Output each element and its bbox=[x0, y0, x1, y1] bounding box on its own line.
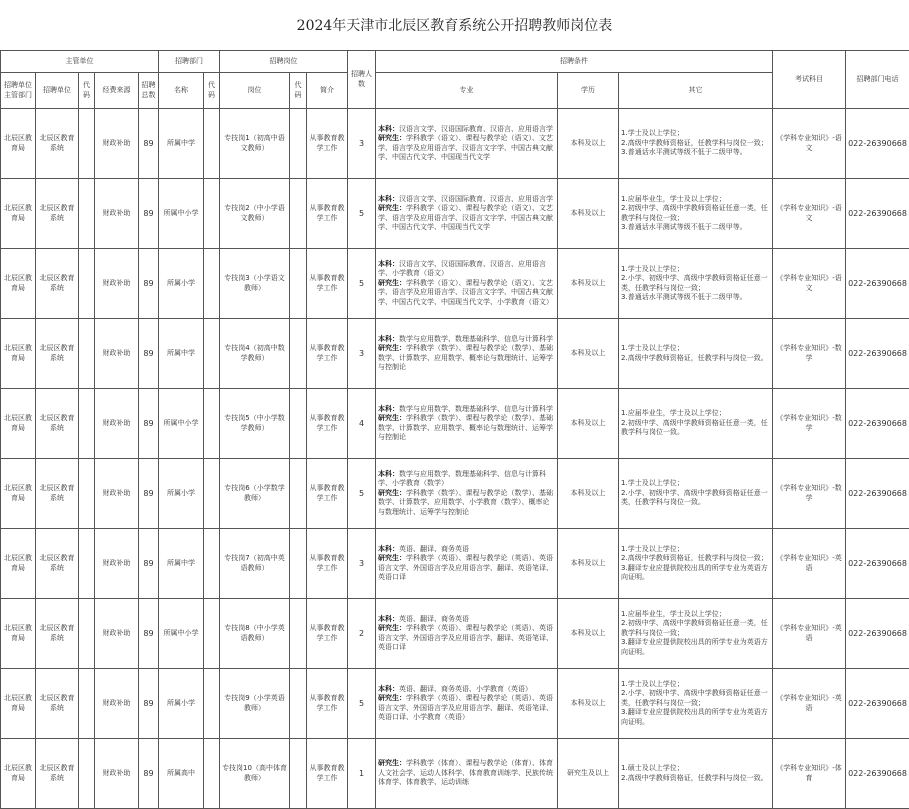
funding-cell: 财政补助 bbox=[95, 179, 139, 249]
other-requirements-cell bbox=[619, 669, 773, 739]
education-cell: 本科及以上 bbox=[558, 319, 619, 389]
major-cell bbox=[376, 389, 558, 459]
column-header: 其它 bbox=[619, 73, 773, 109]
major-level-label: 研究生： bbox=[378, 489, 406, 497]
major-level-label: 研究生： bbox=[378, 759, 406, 767]
funding-cell: 财政补助 bbox=[95, 249, 139, 319]
header-exam: 考试科目 bbox=[773, 51, 846, 109]
major-cell bbox=[376, 459, 558, 529]
table-row bbox=[1, 459, 909, 529]
count-cell: 5 bbox=[348, 249, 376, 319]
dept-code-cell bbox=[204, 389, 220, 459]
count-cell: 5 bbox=[348, 459, 376, 529]
dept-code-cell bbox=[204, 179, 220, 249]
major-list: 数学与应用数学、数理基础科学、信息与计算科学 bbox=[399, 405, 553, 413]
major-list: 学科教学（语文）、课程与教学论（语文）、文艺学、语言学及应用语言学、汉语言文字学、中国古典文献学、中国古代文学、中国现当代文学 bbox=[378, 204, 553, 231]
requirement-item: 2.高级中学教师资格证，任教学科与岗位一致； bbox=[621, 139, 770, 149]
count-cell: 4 bbox=[348, 389, 376, 459]
post-cell: 专技岗5（中小学数学教师） bbox=[220, 389, 290, 459]
dept-cell: 所属小学 bbox=[159, 459, 204, 529]
column-header: 招聘单位 bbox=[36, 73, 79, 109]
table-row bbox=[1, 389, 909, 459]
table-row bbox=[1, 249, 909, 319]
phone-cell: 022-26390668 bbox=[846, 389, 909, 459]
unit-code-cell bbox=[79, 529, 95, 599]
major-cell bbox=[376, 739, 558, 809]
dept-code-cell bbox=[204, 249, 220, 319]
count-cell: 3 bbox=[348, 109, 376, 179]
authority-cell: 北辰区教育局 bbox=[1, 669, 36, 739]
dept-code-cell bbox=[204, 319, 220, 389]
column-header: 招聘单位主管部门 bbox=[1, 73, 36, 109]
funding-cell: 财政补助 bbox=[95, 109, 139, 179]
major-list: 汉语言文学、汉语国际教育、汉语言、应用语言学 bbox=[399, 125, 553, 133]
exam-cell: 《学科专业知识》-语文 bbox=[773, 179, 846, 249]
column-header: 代码 bbox=[79, 73, 95, 109]
major-level-label: 研究生： bbox=[378, 694, 406, 702]
requirement-item: 1.学士及以上学位； bbox=[621, 265, 770, 275]
major-level-label: 研究生： bbox=[378, 414, 406, 422]
requirement-item: 1.学士及以上学位； bbox=[621, 129, 770, 139]
major-level-label: 本科： bbox=[378, 335, 399, 343]
phone-cell: 022-26390668 bbox=[846, 109, 909, 179]
column-header: 代码 bbox=[204, 73, 220, 109]
exam-cell: 《学科专业知识》-英语 bbox=[773, 529, 846, 599]
dept-cell: 所属高中 bbox=[159, 739, 204, 809]
major-level-label: 本科： bbox=[378, 195, 399, 203]
funding-cell: 财政补助 bbox=[95, 389, 139, 459]
funding-cell: 财政补助 bbox=[95, 669, 139, 739]
other-requirements-cell bbox=[619, 389, 773, 459]
unit-code-cell bbox=[79, 459, 95, 529]
unit-cell: 北辰区教育系统 bbox=[36, 739, 79, 809]
major-list: 数学与应用数学、数理基础科学、信息与计算科学 bbox=[399, 335, 553, 343]
major-level-label: 研究生： bbox=[378, 204, 406, 212]
post-cell: 专技岗4（初高中数学教师） bbox=[220, 319, 290, 389]
dept-code-cell bbox=[204, 109, 220, 179]
authority-cell: 北辰区教育局 bbox=[1, 599, 36, 669]
requirement-item: 2.初级中学、高级中学教师资格证任意一类，任教学科与岗位一致； bbox=[621, 204, 770, 223]
post-cell: 专技岗7（初高中英语教师） bbox=[220, 529, 290, 599]
major-level-label: 研究生： bbox=[378, 279, 406, 287]
unit-cell: 北辰区教育系统 bbox=[36, 249, 79, 319]
major-list: 英语、翻译、商务英语 bbox=[399, 615, 469, 623]
major-list: 汉语言文学、汉语国际教育、汉语言、应用语言学、小学教育（语文） bbox=[378, 260, 546, 278]
requirement-item: 3.普通话水平测试等级不低于二级甲等。 bbox=[621, 223, 770, 233]
authority-cell: 北辰区教育局 bbox=[1, 179, 36, 249]
unit-cell: 北辰区教育系统 bbox=[36, 179, 79, 249]
total-cell: 89 bbox=[139, 739, 159, 809]
post-cell: 专技岗3（小学语文教师） bbox=[220, 249, 290, 319]
header-group-conditions: 招聘条件 bbox=[376, 51, 773, 73]
education-cell: 本科及以上 bbox=[558, 669, 619, 739]
requirement-item: 1.应届毕业生，学士及以上学位； bbox=[621, 195, 770, 205]
intro-cell: 从事教育教学工作 bbox=[307, 739, 348, 809]
education-cell: 本科及以上 bbox=[558, 179, 619, 249]
post-code-cell bbox=[290, 459, 307, 529]
unit-code-cell bbox=[79, 109, 95, 179]
authority-cell: 北辰区教育局 bbox=[1, 249, 36, 319]
requirement-item: 1.学士及以上学位； bbox=[621, 479, 770, 489]
dept-code-cell bbox=[204, 739, 220, 809]
intro-cell: 从事教育教学工作 bbox=[307, 319, 348, 389]
count-cell: 5 bbox=[348, 669, 376, 739]
requirement-item: 3.普通话水平测试等级不低于二级甲等。 bbox=[621, 293, 770, 303]
education-cell: 本科及以上 bbox=[558, 389, 619, 459]
major-list: 学科教学（数学）、课程与教学论（数学）、基础数学、计算数学、应用数学、概率论与数理统计、运筹学与控制论 bbox=[378, 414, 553, 441]
post-cell: 专技岗8（中小学英语教师） bbox=[220, 599, 290, 669]
exam-cell: 《学科专业知识》-体育 bbox=[773, 739, 846, 809]
requirement-item: 1.应届毕业生，学士及以上学位； bbox=[621, 610, 770, 620]
requirement-item: 1.应届毕业生，学士及以上学位； bbox=[621, 409, 770, 419]
intro-cell: 从事教育教学工作 bbox=[307, 529, 348, 599]
page-title: 2024年天津市北辰区教育系统公开招聘教师岗位表 bbox=[0, 0, 909, 50]
major-list: 学科教学（英语）、课程与教学论（英语）、英语语言文学、外国语言学及应用语言学、翻译、英语笔译、英语口译 bbox=[378, 554, 553, 581]
major-cell bbox=[376, 529, 558, 599]
exam-cell: 《学科专业知识》-英语 bbox=[773, 669, 846, 739]
total-cell: 89 bbox=[139, 599, 159, 669]
intro-cell: 从事教育教学工作 bbox=[307, 459, 348, 529]
unit-cell: 北辰区教育系统 bbox=[36, 599, 79, 669]
unit-cell: 北辰区教育系统 bbox=[36, 389, 79, 459]
total-cell: 89 bbox=[139, 529, 159, 599]
dept-cell: 所属中小学 bbox=[159, 389, 204, 459]
dept-cell: 所属中小学 bbox=[159, 599, 204, 669]
requirement-item: 2.小学、初级中学、高级中学教师资格证任意一类，任教学科与岗位一致； bbox=[621, 274, 770, 293]
total-cell: 89 bbox=[139, 389, 159, 459]
major-level-label: 研究生： bbox=[378, 554, 406, 562]
dept-cell: 所属小学 bbox=[159, 669, 204, 739]
post-code-cell bbox=[290, 669, 307, 739]
total-cell: 89 bbox=[139, 319, 159, 389]
column-header: 经费来源 bbox=[95, 73, 139, 109]
table-row bbox=[1, 179, 909, 249]
count-cell: 5 bbox=[348, 179, 376, 249]
requirement-item: 3.翻译专业应提供院校出具的所学专业为英语方向证明。 bbox=[621, 708, 770, 727]
post-code-cell bbox=[290, 319, 307, 389]
count-cell: 1 bbox=[348, 739, 376, 809]
column-header: 简介 bbox=[307, 73, 348, 109]
other-requirements-cell bbox=[619, 529, 773, 599]
other-requirements-cell bbox=[619, 739, 773, 809]
dept-cell: 所属中学 bbox=[159, 319, 204, 389]
requirement-item: 2.高级中学教师资格证，任教学科与岗位一致； bbox=[621, 554, 770, 564]
intro-cell: 从事教育教学工作 bbox=[307, 179, 348, 249]
table-row bbox=[1, 739, 909, 809]
post-code-cell bbox=[290, 179, 307, 249]
unit-code-cell bbox=[79, 739, 95, 809]
header-group-post: 招聘岗位 bbox=[220, 51, 348, 73]
exam-cell: 《学科专业知识》-数学 bbox=[773, 389, 846, 459]
column-header: 岗位 bbox=[220, 73, 290, 109]
total-cell: 89 bbox=[139, 179, 159, 249]
header-phone: 招聘部门电话 bbox=[846, 51, 909, 109]
count-cell: 3 bbox=[348, 319, 376, 389]
phone-cell: 022-26390668 bbox=[846, 669, 909, 739]
funding-cell: 财政补助 bbox=[95, 459, 139, 529]
intro-cell: 从事教育教学工作 bbox=[307, 389, 348, 459]
phone-cell: 022-26390668 bbox=[846, 599, 909, 669]
major-list: 学科教学（数学）、课程与教学论（数学）、基础数学、计算数学、应用数学、小学教育（数学）、概率论与数理统计、运筹学与控制论 bbox=[378, 489, 553, 516]
major-list: 学科教学（英语）、课程与教学论（英语）、英语语言文学、外国语言学及应用语言学、翻译、英语笔译、英语口译、小学教育（英语） bbox=[378, 694, 553, 721]
major-list: 学科教学（英语）、课程与教学论（英语）、英语语言文学、外国语言学及应用语言学、翻译、英语笔译、英语口译 bbox=[378, 624, 553, 651]
intro-cell: 从事教育教学工作 bbox=[307, 669, 348, 739]
requirement-item: 2.初级中学、高级中学教师资格证任意一类，任教学科与岗位一致； bbox=[621, 619, 770, 638]
major-level-label: 本科： bbox=[378, 125, 399, 133]
requirement-item: 1.学士及以上学位； bbox=[621, 344, 770, 354]
dept-code-cell bbox=[204, 599, 220, 669]
requirement-item: 2.小学、初级中学、高级中学教师资格证任意一类，任教学科与岗位一致。 bbox=[621, 489, 770, 508]
total-cell: 89 bbox=[139, 109, 159, 179]
requirement-item: 3.普通话水平测试等级不低于二级甲等。 bbox=[621, 148, 770, 158]
major-list: 数学与应用数学、数理基础科学、信息与计算科学、小学教育（数学） bbox=[378, 470, 546, 488]
education-cell: 本科及以上 bbox=[558, 459, 619, 529]
unit-code-cell bbox=[79, 389, 95, 459]
post-cell: 专技岗10（高中体育教师） bbox=[220, 739, 290, 809]
other-requirements-cell bbox=[619, 459, 773, 529]
major-cell bbox=[376, 599, 558, 669]
unit-code-cell bbox=[79, 319, 95, 389]
unit-cell: 北辰区教育系统 bbox=[36, 529, 79, 599]
major-level-label: 研究生： bbox=[378, 134, 406, 142]
requirement-item: 2.高级中学教师资格证，任教学科与岗位一致。 bbox=[621, 774, 770, 784]
column-header: 专业 bbox=[376, 73, 558, 109]
unit-code-cell bbox=[79, 179, 95, 249]
unit-code-cell bbox=[79, 669, 95, 739]
funding-cell: 财政补助 bbox=[95, 529, 139, 599]
post-cell: 专技岗6（小学数学教师） bbox=[220, 459, 290, 529]
phone-cell: 022-26390668 bbox=[846, 319, 909, 389]
major-level-label: 本科： bbox=[378, 260, 399, 268]
education-cell: 本科及以上 bbox=[558, 529, 619, 599]
table-row bbox=[1, 529, 909, 599]
post-cell: 专技岗9（小学英语教师） bbox=[220, 669, 290, 739]
column-header: 学历 bbox=[558, 73, 619, 109]
other-requirements-cell bbox=[619, 599, 773, 669]
total-cell: 89 bbox=[139, 249, 159, 319]
authority-cell: 北辰区教育局 bbox=[1, 319, 36, 389]
column-header: 代码 bbox=[290, 73, 307, 109]
funding-cell: 财政补助 bbox=[95, 599, 139, 669]
unit-cell: 北辰区教育系统 bbox=[36, 669, 79, 739]
major-list: 汉语言文学、汉语国际教育、汉语言、应用语言学 bbox=[399, 195, 553, 203]
authority-cell: 北辰区教育局 bbox=[1, 389, 36, 459]
unit-cell: 北辰区教育系统 bbox=[36, 319, 79, 389]
dept-cell: 所属中学 bbox=[159, 529, 204, 599]
table-row bbox=[1, 599, 909, 669]
major-list: 学科教学（语文）、课程与教学论（语文）、文艺学、语言学及应用语言学、汉语言文字学、中国古典文献学、中国古代文学、中国现当代文学、小学教育（语文） bbox=[378, 279, 553, 306]
header-group-unit: 主管单位 bbox=[1, 51, 159, 73]
post-code-cell bbox=[290, 109, 307, 179]
dept-cell: 所属小学 bbox=[159, 249, 204, 319]
table-row bbox=[1, 669, 909, 739]
funding-cell: 财政补助 bbox=[95, 319, 139, 389]
intro-cell: 从事教育教学工作 bbox=[307, 599, 348, 669]
count-cell: 2 bbox=[348, 599, 376, 669]
intro-cell: 从事教育教学工作 bbox=[307, 109, 348, 179]
major-list: 学科教学（数学）、课程与教学论（数学）、基础数学、计算数学、应用数学、概率论与数理统计、运筹学与控制论 bbox=[378, 344, 553, 371]
header-group-dept: 招聘部门 bbox=[159, 51, 220, 73]
dept-cell: 所属中小学 bbox=[159, 179, 204, 249]
column-header: 招聘总数 bbox=[139, 73, 159, 109]
post-code-cell bbox=[290, 249, 307, 319]
authority-cell: 北辰区教育局 bbox=[1, 459, 36, 529]
post-cell: 专技岗2（中小学语文教师） bbox=[220, 179, 290, 249]
phone-cell: 022-26390668 bbox=[846, 529, 909, 599]
authority-cell: 北辰区教育局 bbox=[1, 109, 36, 179]
major-level-label: 本科： bbox=[378, 545, 399, 553]
total-cell: 89 bbox=[139, 669, 159, 739]
authority-cell: 北辰区教育局 bbox=[1, 529, 36, 599]
total-cell: 89 bbox=[139, 459, 159, 529]
major-cell bbox=[376, 179, 558, 249]
other-requirements-cell bbox=[619, 109, 773, 179]
count-cell: 3 bbox=[348, 529, 376, 599]
requirement-item: 1.学士及以上学位； bbox=[621, 680, 770, 690]
major-cell bbox=[376, 669, 558, 739]
post-code-cell bbox=[290, 389, 307, 459]
phone-cell: 022-26390668 bbox=[846, 249, 909, 319]
exam-cell: 《学科专业知识》-语文 bbox=[773, 109, 846, 179]
other-requirements-cell bbox=[619, 179, 773, 249]
major-level-label: 本科： bbox=[378, 470, 399, 478]
requirement-item: 3.翻译专业应提供院校出具的所学专业为英语方向证明。 bbox=[621, 638, 770, 657]
exam-cell: 《学科专业知识》-数学 bbox=[773, 459, 846, 529]
column-header: 名称 bbox=[159, 73, 204, 109]
phone-cell: 022-26390668 bbox=[846, 179, 909, 249]
education-cell: 本科及以上 bbox=[558, 599, 619, 669]
post-code-cell bbox=[290, 739, 307, 809]
major-level-label: 本科： bbox=[378, 685, 399, 693]
recruitment-table bbox=[0, 50, 909, 809]
education-cell: 研究生及以上 bbox=[558, 739, 619, 809]
major-cell bbox=[376, 109, 558, 179]
education-cell: 本科及以上 bbox=[558, 109, 619, 179]
unit-cell: 北辰区教育系统 bbox=[36, 459, 79, 529]
post-cell: 专技岗1（初高中语文教师） bbox=[220, 109, 290, 179]
unit-code-cell bbox=[79, 599, 95, 669]
education-cell: 本科及以上 bbox=[558, 249, 619, 319]
exam-cell: 《学科专业知识》-英语 bbox=[773, 599, 846, 669]
other-requirements-cell bbox=[619, 249, 773, 319]
dept-code-cell bbox=[204, 459, 220, 529]
header-count: 招聘人数 bbox=[348, 51, 376, 109]
dept-code-cell bbox=[204, 669, 220, 739]
requirement-item: 2.高级中学教师资格证，任教学科与岗位一致。 bbox=[621, 354, 770, 364]
post-code-cell bbox=[290, 599, 307, 669]
unit-cell: 北辰区教育系统 bbox=[36, 109, 79, 179]
phone-cell: 022-26390668 bbox=[846, 459, 909, 529]
authority-cell: 北辰区教育局 bbox=[1, 739, 36, 809]
dept-cell: 所属中学 bbox=[159, 109, 204, 179]
exam-cell: 《学科专业知识》-语文 bbox=[773, 249, 846, 319]
intro-cell: 从事教育教学工作 bbox=[307, 249, 348, 319]
table-row bbox=[1, 109, 909, 179]
dept-code-cell bbox=[204, 529, 220, 599]
other-requirements-cell bbox=[619, 319, 773, 389]
major-cell bbox=[376, 319, 558, 389]
requirement-item: 1.学士及以上学位； bbox=[621, 545, 770, 555]
post-code-cell bbox=[290, 529, 307, 599]
major-list: 英语、翻译、商务英语 bbox=[399, 545, 469, 553]
funding-cell: 财政补助 bbox=[95, 739, 139, 809]
major-list: 学科教学（语文）、课程与教学论（语文）、文艺学、语言学及应用语言学、汉语言文字学、中国古典文献学、中国古代文学、中国现当代文学 bbox=[378, 134, 553, 161]
requirement-item: 2.初级中学、高级中学教师资格证任意一类，任教学科与岗位一致。 bbox=[621, 419, 770, 438]
requirement-item: 3.翻译专业应提供院校出具的所学专业为英语方向证明。 bbox=[621, 564, 770, 583]
requirement-item: 1.硕士及以上学位； bbox=[621, 764, 770, 774]
major-level-label: 本科： bbox=[378, 405, 399, 413]
major-level-label: 研究生： bbox=[378, 344, 406, 352]
phone-cell: 022-26390668 bbox=[846, 739, 909, 809]
major-list: 学科教学（体育）、课程与教学论（体育）、体育人文社会学、运动人体科学、体育教育训练学、民族传统体育学、体育教学、运动训练 bbox=[378, 759, 553, 786]
major-list: 英语、翻译、商务英语、小学教育（英语） bbox=[399, 685, 532, 693]
major-level-label: 本科： bbox=[378, 615, 399, 623]
major-level-label: 研究生： bbox=[378, 624, 406, 632]
unit-code-cell bbox=[79, 249, 95, 319]
major-cell bbox=[376, 249, 558, 319]
exam-cell: 《学科专业知识》-数学 bbox=[773, 319, 846, 389]
requirement-item: 2.小学、初级中学、高级中学教师资格证任意一类，任教学科与岗位一致； bbox=[621, 689, 770, 708]
table-row bbox=[1, 319, 909, 389]
